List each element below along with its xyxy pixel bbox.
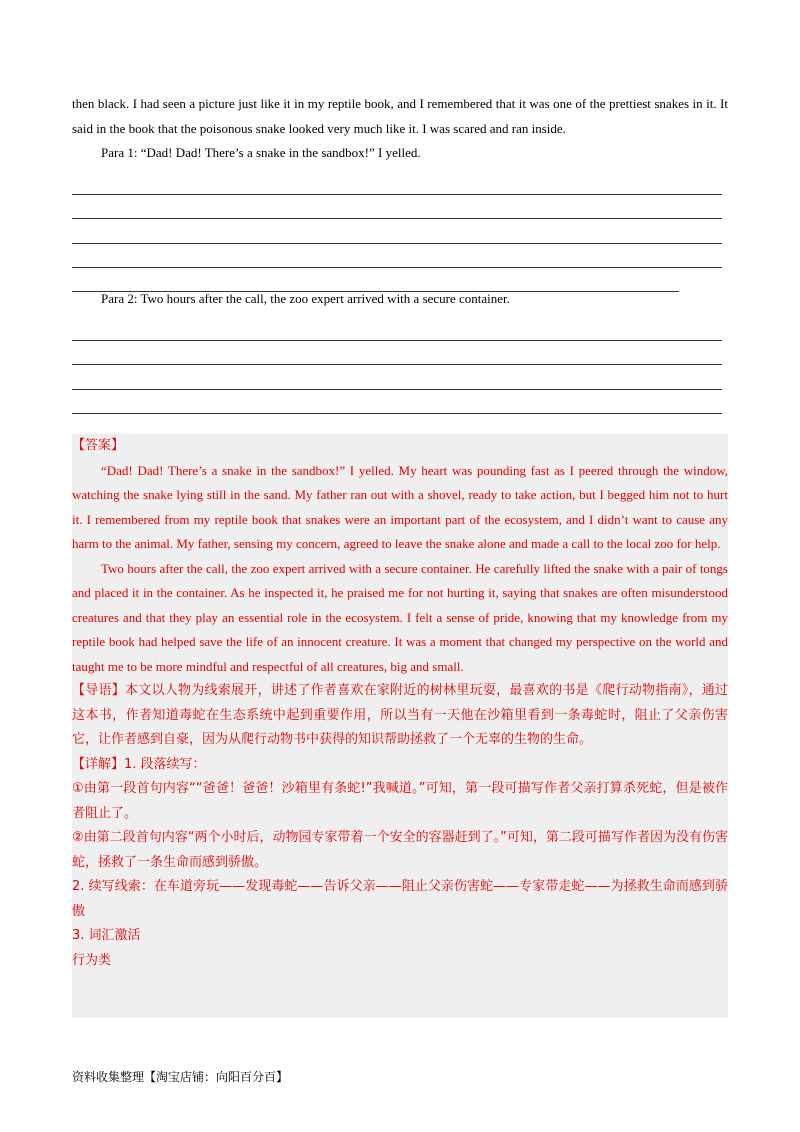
- footer-text: 资料收集整理【淘宝店铺：向阳百分百】: [72, 1070, 289, 1084]
- answer-paragraph-1: “Dad! Dad! There’s a snake in the sandbox!” I yelled. My heart was pounding fast as I peered through the window, watching the snake lying still in the sand. My father ran out with a shovel, ready to take action, but I begged him not to hurt it. I remembered from my reptile book that snakes were an important part of the ecosystem, and I didn’t want to cause any harm to the animal. My father, sensing my concern, agreed to leave the snake alone and made a call to the local zoo for help.: [72, 462, 728, 551]
- detail-point-1: ①由第一段首句内容““爸爸！爸爸！沙箱里有条蛇!”我喊道。”可知，第一段可描写作者父亲打算杀死蛇，但是被作者阻止了。: [72, 781, 728, 821]
- writing-line[interactable]: [72, 171, 722, 195]
- para2-writing-lines: [72, 317, 728, 439]
- writing-line[interactable]: [72, 195, 722, 219]
- para1-prompt: Para 1: “Dad! Dad! There’s a snake in the sandbox!” I yelled.: [101, 145, 421, 160]
- para2-section: [72, 287, 728, 438]
- answer-section: [72, 434, 728, 1018]
- answer-heading: 【答案】: [72, 438, 125, 453]
- intro-text: then black. I had seen a picture just like it in my reptile book, and I remembered that it was one of the prettiest snakes in it. It said in the book that the poisonous snake looked very much like it. I was scared and ran inside.: [72, 96, 728, 136]
- detail-point-2: ②由第二段首句内容“两个小时后，动物园专家带着一个安全的容器赶到了。”可知，第二段可描写作者因为没有伤害蛇，拯救了一条生命而感到骄傲。: [72, 830, 728, 870]
- vocab-heading: 3. 词汇激活: [72, 928, 141, 943]
- detail-title: 【详解】1. 段落续写：: [72, 756, 206, 772]
- writing-line[interactable]: [72, 244, 722, 268]
- para2-prompt: Para 2: Two hours after the call, the zoo expert arrived with a secure container.: [101, 291, 510, 306]
- exercise-section: [72, 92, 728, 292]
- para1-writing-lines: [72, 171, 728, 293]
- writing-clue: 2. 续写线索：在车道旁玩——发现毒蛇——告诉父亲——阻止父亲伤害蛇——专家带走蛇——为拯救生命而感到骄傲: [72, 879, 728, 919]
- writing-line[interactable]: [72, 390, 722, 414]
- writing-line[interactable]: [72, 365, 722, 389]
- answer-paragraph-2: Two hours after the call, the zoo expert arrived with a secure container. He carefully lifted the snake with a pair of tongs and placed it in the container. As he inspected it, he praised me for not hurting it, saying that snakes are often misunderstood creatures and that they play an essential role in the ecosystem. I felt a sense of pride, knowing that my knowledge from my reptile book had helped save the life of an innocent creature. It was a moment that changed my perspective on the world and taught me to be more mindful and respectful of all creatures, big and small.: [72, 560, 728, 674]
- writing-line[interactable]: [72, 219, 722, 243]
- writing-line[interactable]: [72, 317, 722, 341]
- guide-text: 【导语】本文以人物为线索展开，讲述了作者喜欢在家附近的树林里玩耍，最喜欢的书是《爬行动物指南》，通过这本书，作者知道毒蛇在生态系统中起到重要作用，所以当有一天他在沙箱里看到一条毒蛇时，阻止了父亲伤害它，让作者感到自豪，因为从爬行动物书中获得的知识帮助拯救了一个无辜的生物的生命。: [72, 683, 728, 747]
- writing-line[interactable]: [72, 341, 722, 365]
- behavior-category: 行为类: [72, 952, 112, 968]
